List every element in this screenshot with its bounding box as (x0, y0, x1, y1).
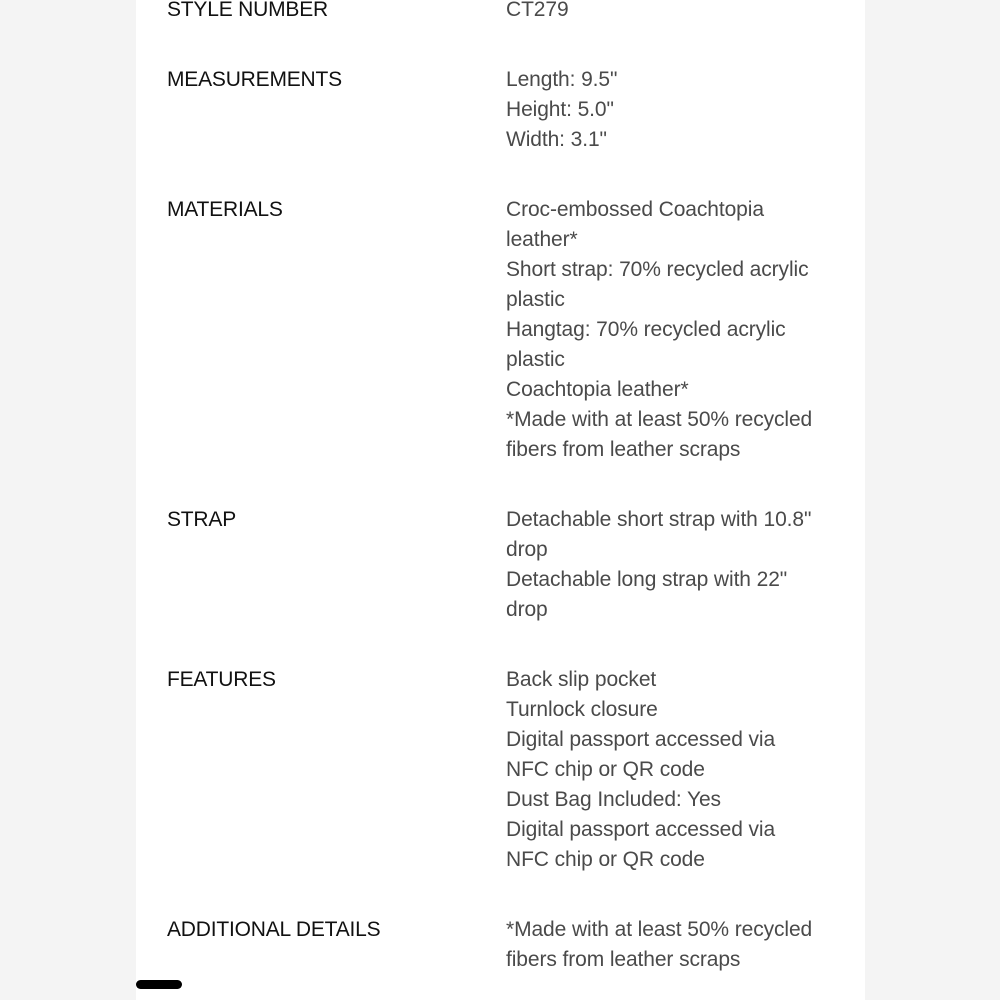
detail-value-line: Hangtag: 70% recycled acrylic (506, 318, 786, 341)
detail-label: STRAP (167, 508, 237, 531)
detail-value-line: drop (506, 538, 548, 561)
detail-values (506, 505, 856, 625)
detail-label: ADDITIONAL DETAILS (167, 918, 381, 941)
detail-value-line: fibers from leather scraps (506, 438, 741, 461)
detail-value-line: plastic (506, 348, 565, 371)
detail-value-line: Coachtopia leather* (506, 378, 689, 401)
detail-value-line: NFC chip or QR code (506, 758, 705, 781)
home-indicator-bar[interactable] (136, 980, 182, 989)
detail-value-line: drop (506, 598, 548, 621)
detail-value-line: Back slip pocket (506, 668, 657, 691)
detail-values (506, 0, 856, 25)
detail-value-line: Digital passport accessed via (506, 728, 776, 751)
detail-values (506, 915, 856, 975)
product-details-panel (136, 0, 865, 1000)
detail-value-line: Short strap: 70% recycled acrylic (506, 258, 809, 281)
detail-value-line: Digital passport accessed via (506, 818, 776, 841)
detail-value-line: Dust Bag Included: Yes (506, 788, 721, 811)
detail-value-line: Width: 3.1" (506, 128, 607, 151)
detail-value-line: Croc-embossed Coachtopia (506, 198, 764, 221)
detail-value-line: leather* (506, 228, 578, 251)
detail-value-line: fibers from leather scraps (506, 948, 741, 971)
detail-label: FEATURES (167, 668, 276, 691)
detail-value-line: Turnlock closure (506, 698, 658, 721)
detail-value-line: Length: 9.5" (506, 68, 618, 91)
detail-values (506, 195, 856, 465)
detail-values (506, 65, 856, 155)
detail-value-line: CT279 (506, 0, 569, 21)
detail-value-line: plastic (506, 288, 565, 311)
detail-label: MATERIALS (167, 198, 283, 221)
detail-value-line: *Made with at least 50% recycled (506, 918, 813, 941)
detail-value-line: *Made with at least 50% recycled (506, 408, 813, 431)
detail-value-line: Detachable long strap with 22" (506, 568, 788, 591)
detail-values (506, 665, 856, 875)
detail-label: MEASUREMENTS (167, 68, 342, 91)
detail-label: STYLE NUMBER (167, 0, 328, 21)
detail-value-line: Detachable short strap with 10.8" (506, 508, 812, 531)
detail-value-line: Height: 5.0" (506, 98, 614, 121)
detail-value-line: NFC chip or QR code (506, 848, 705, 871)
